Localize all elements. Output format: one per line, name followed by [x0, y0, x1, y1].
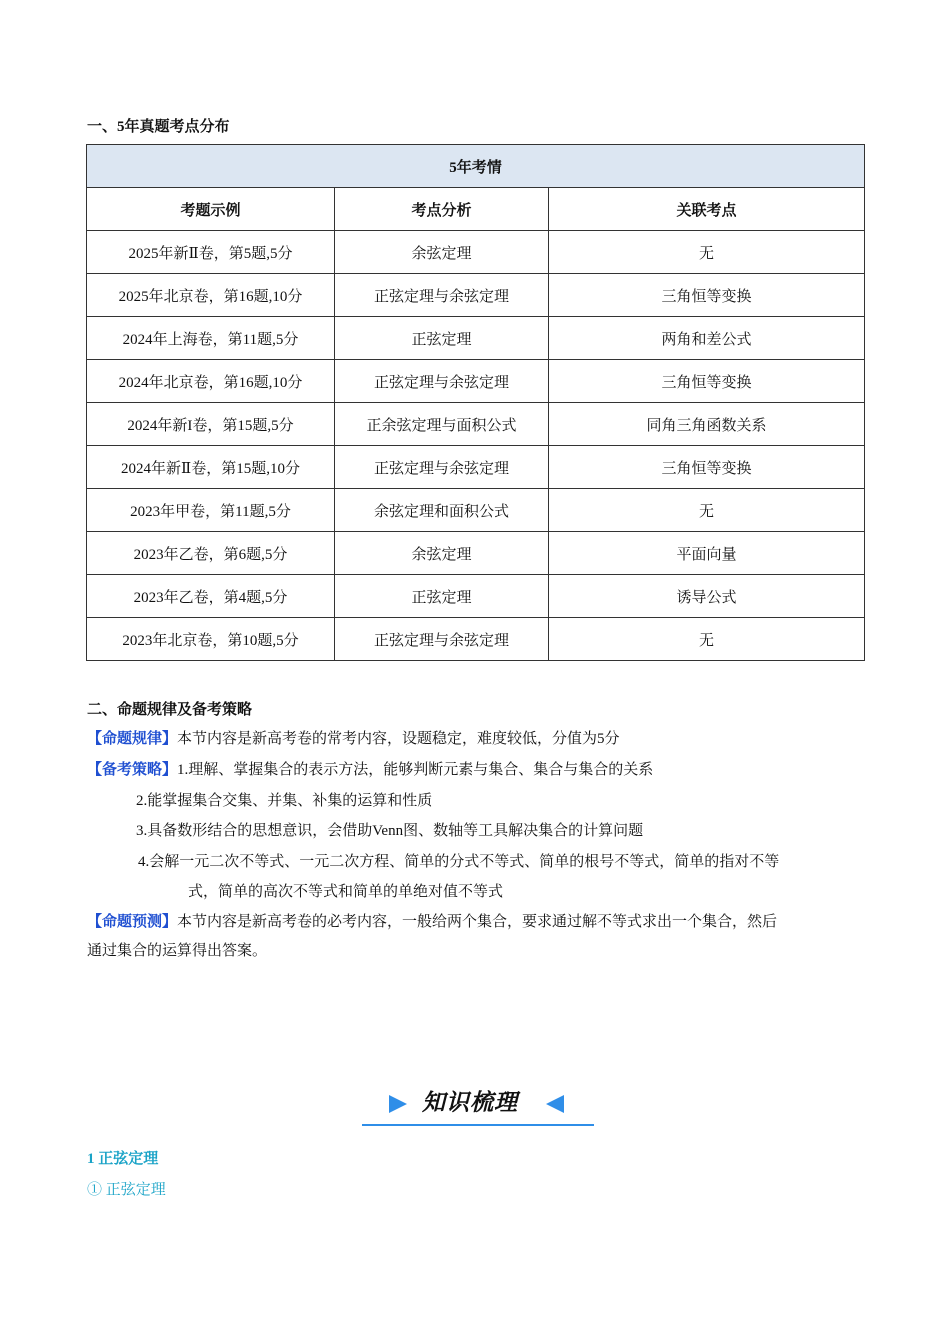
- cell-related: 两角和差公式: [549, 317, 865, 360]
- table-row: [87, 231, 865, 274]
- strategy-item-1: 1.理解、掌握集合的表示方法，能够判断元素与集合、集合与集合的关系: [177, 762, 654, 778]
- strategy-tag: 【备考策略】: [87, 762, 178, 778]
- strategy-item-4-cont: 式，简单的高次不等式和简单的单绝对值不等式: [188, 884, 504, 900]
- cell-related: 无: [549, 231, 865, 274]
- triangle-left-icon: [546, 1095, 564, 1113]
- strategy-item-2: 2.能掌握集合交集、并集、补集的运算和性质: [136, 793, 433, 809]
- knowledge-banner: [362, 1082, 594, 1128]
- cell-analysis: 正弦定理与余弦定理: [335, 360, 549, 403]
- cell-example: 2024年北京卷，第16题,10分: [87, 360, 335, 403]
- cell-analysis: 正弦定理: [335, 317, 549, 360]
- table-caption: 5年考情: [87, 145, 865, 188]
- table-body: [87, 231, 865, 661]
- table-row: [87, 446, 865, 489]
- cell-analysis: 正余弦定理与面积公式: [335, 403, 549, 446]
- column-header-analysis: 考点分析: [335, 188, 549, 231]
- cell-example: 2024年新I卷，第15题,5分: [87, 403, 335, 446]
- table-row: [87, 532, 865, 575]
- forecast-tag: 【命题预测】: [87, 914, 178, 930]
- cell-related: 三角恒等变换: [549, 360, 865, 403]
- rule-text: 本节内容是新高考卷的常考内容，设题稳定，难度较低，分值为5分: [177, 731, 620, 747]
- column-header-example: 考题示例: [87, 188, 335, 231]
- knowledge-banner-title: 知识梳理: [422, 1090, 518, 1116]
- knowledge-subtitle: ① 正弦定理: [87, 1182, 166, 1198]
- forecast-text-2: 通过集合的运算得出答案。: [87, 943, 268, 959]
- cell-analysis: 余弦定理: [335, 231, 549, 274]
- cell-example: 2024年新Ⅱ卷，第15题,10分: [87, 446, 335, 489]
- cell-analysis: 正弦定理与余弦定理: [335, 446, 549, 489]
- table-row: [87, 274, 865, 317]
- forecast-line: [87, 910, 777, 931]
- cell-analysis: 正弦定理与余弦定理: [335, 274, 549, 317]
- cell-analysis: 余弦定理和面积公式: [335, 489, 549, 532]
- column-header-related: 关联考点: [549, 188, 865, 231]
- cell-example: 2025年北京卷，第16题,10分: [87, 274, 335, 317]
- cell-example: 2023年乙卷，第6题,5分: [87, 532, 335, 575]
- table-row: [87, 489, 865, 532]
- cell-analysis: 正弦定理: [335, 575, 549, 618]
- triangle-right-icon: [389, 1095, 407, 1113]
- table-row: [87, 317, 865, 360]
- cell-example: 2023年甲卷，第11题,5分: [87, 489, 335, 532]
- rule-line: [87, 727, 620, 748]
- cell-analysis: 正弦定理与余弦定理: [335, 618, 549, 661]
- cell-example: 2024年上海卷，第11题,5分: [87, 317, 335, 360]
- strategy-item-3: 3.具备数形结合的思想意识，会借助Venn图、数轴等工具解决集合的计算问题: [136, 823, 644, 839]
- cell-example: 2023年北京卷，第10题,5分: [87, 618, 335, 661]
- cell-related: 无: [549, 618, 865, 661]
- cell-related: 平面向量: [549, 532, 865, 575]
- cell-related: 三角恒等变换: [549, 274, 865, 317]
- section-title-distribution: 一、5年真题考点分布: [87, 119, 230, 135]
- forecast-text-1: 本节内容是新高考卷的必考内容，一般给两个集合，要求通过解不等式求出一个集合，然后: [177, 914, 778, 930]
- cell-related: 诱导公式: [549, 575, 865, 618]
- table-row: [87, 575, 865, 618]
- cell-example: 2025年新Ⅱ卷，第5题,5分: [87, 231, 335, 274]
- table-row: [87, 618, 865, 661]
- cell-related: 同角三角函数关系: [549, 403, 865, 446]
- knowledge-section-title: 1 正弦定理: [87, 1151, 159, 1167]
- table-row: [87, 403, 865, 446]
- cell-related: 无: [549, 489, 865, 532]
- cell-analysis: 余弦定理: [335, 532, 549, 575]
- rule-tag: 【命题规律】: [87, 731, 178, 747]
- cell-related: 三角恒等变换: [549, 446, 865, 489]
- cell-example: 2023年乙卷，第4题,5分: [87, 575, 335, 618]
- strategy-item-4: 4.会解一元二次不等式、一元二次方程、简单的分式不等式、简单的根号不等式，简单的指对不等: [138, 854, 780, 870]
- exam-table: [86, 144, 865, 661]
- banner-underline: [362, 1124, 594, 1126]
- strategy-line: [87, 758, 653, 779]
- table-row: [87, 360, 865, 403]
- section-title-strategy: 二、命题规律及备考策略: [87, 702, 253, 718]
